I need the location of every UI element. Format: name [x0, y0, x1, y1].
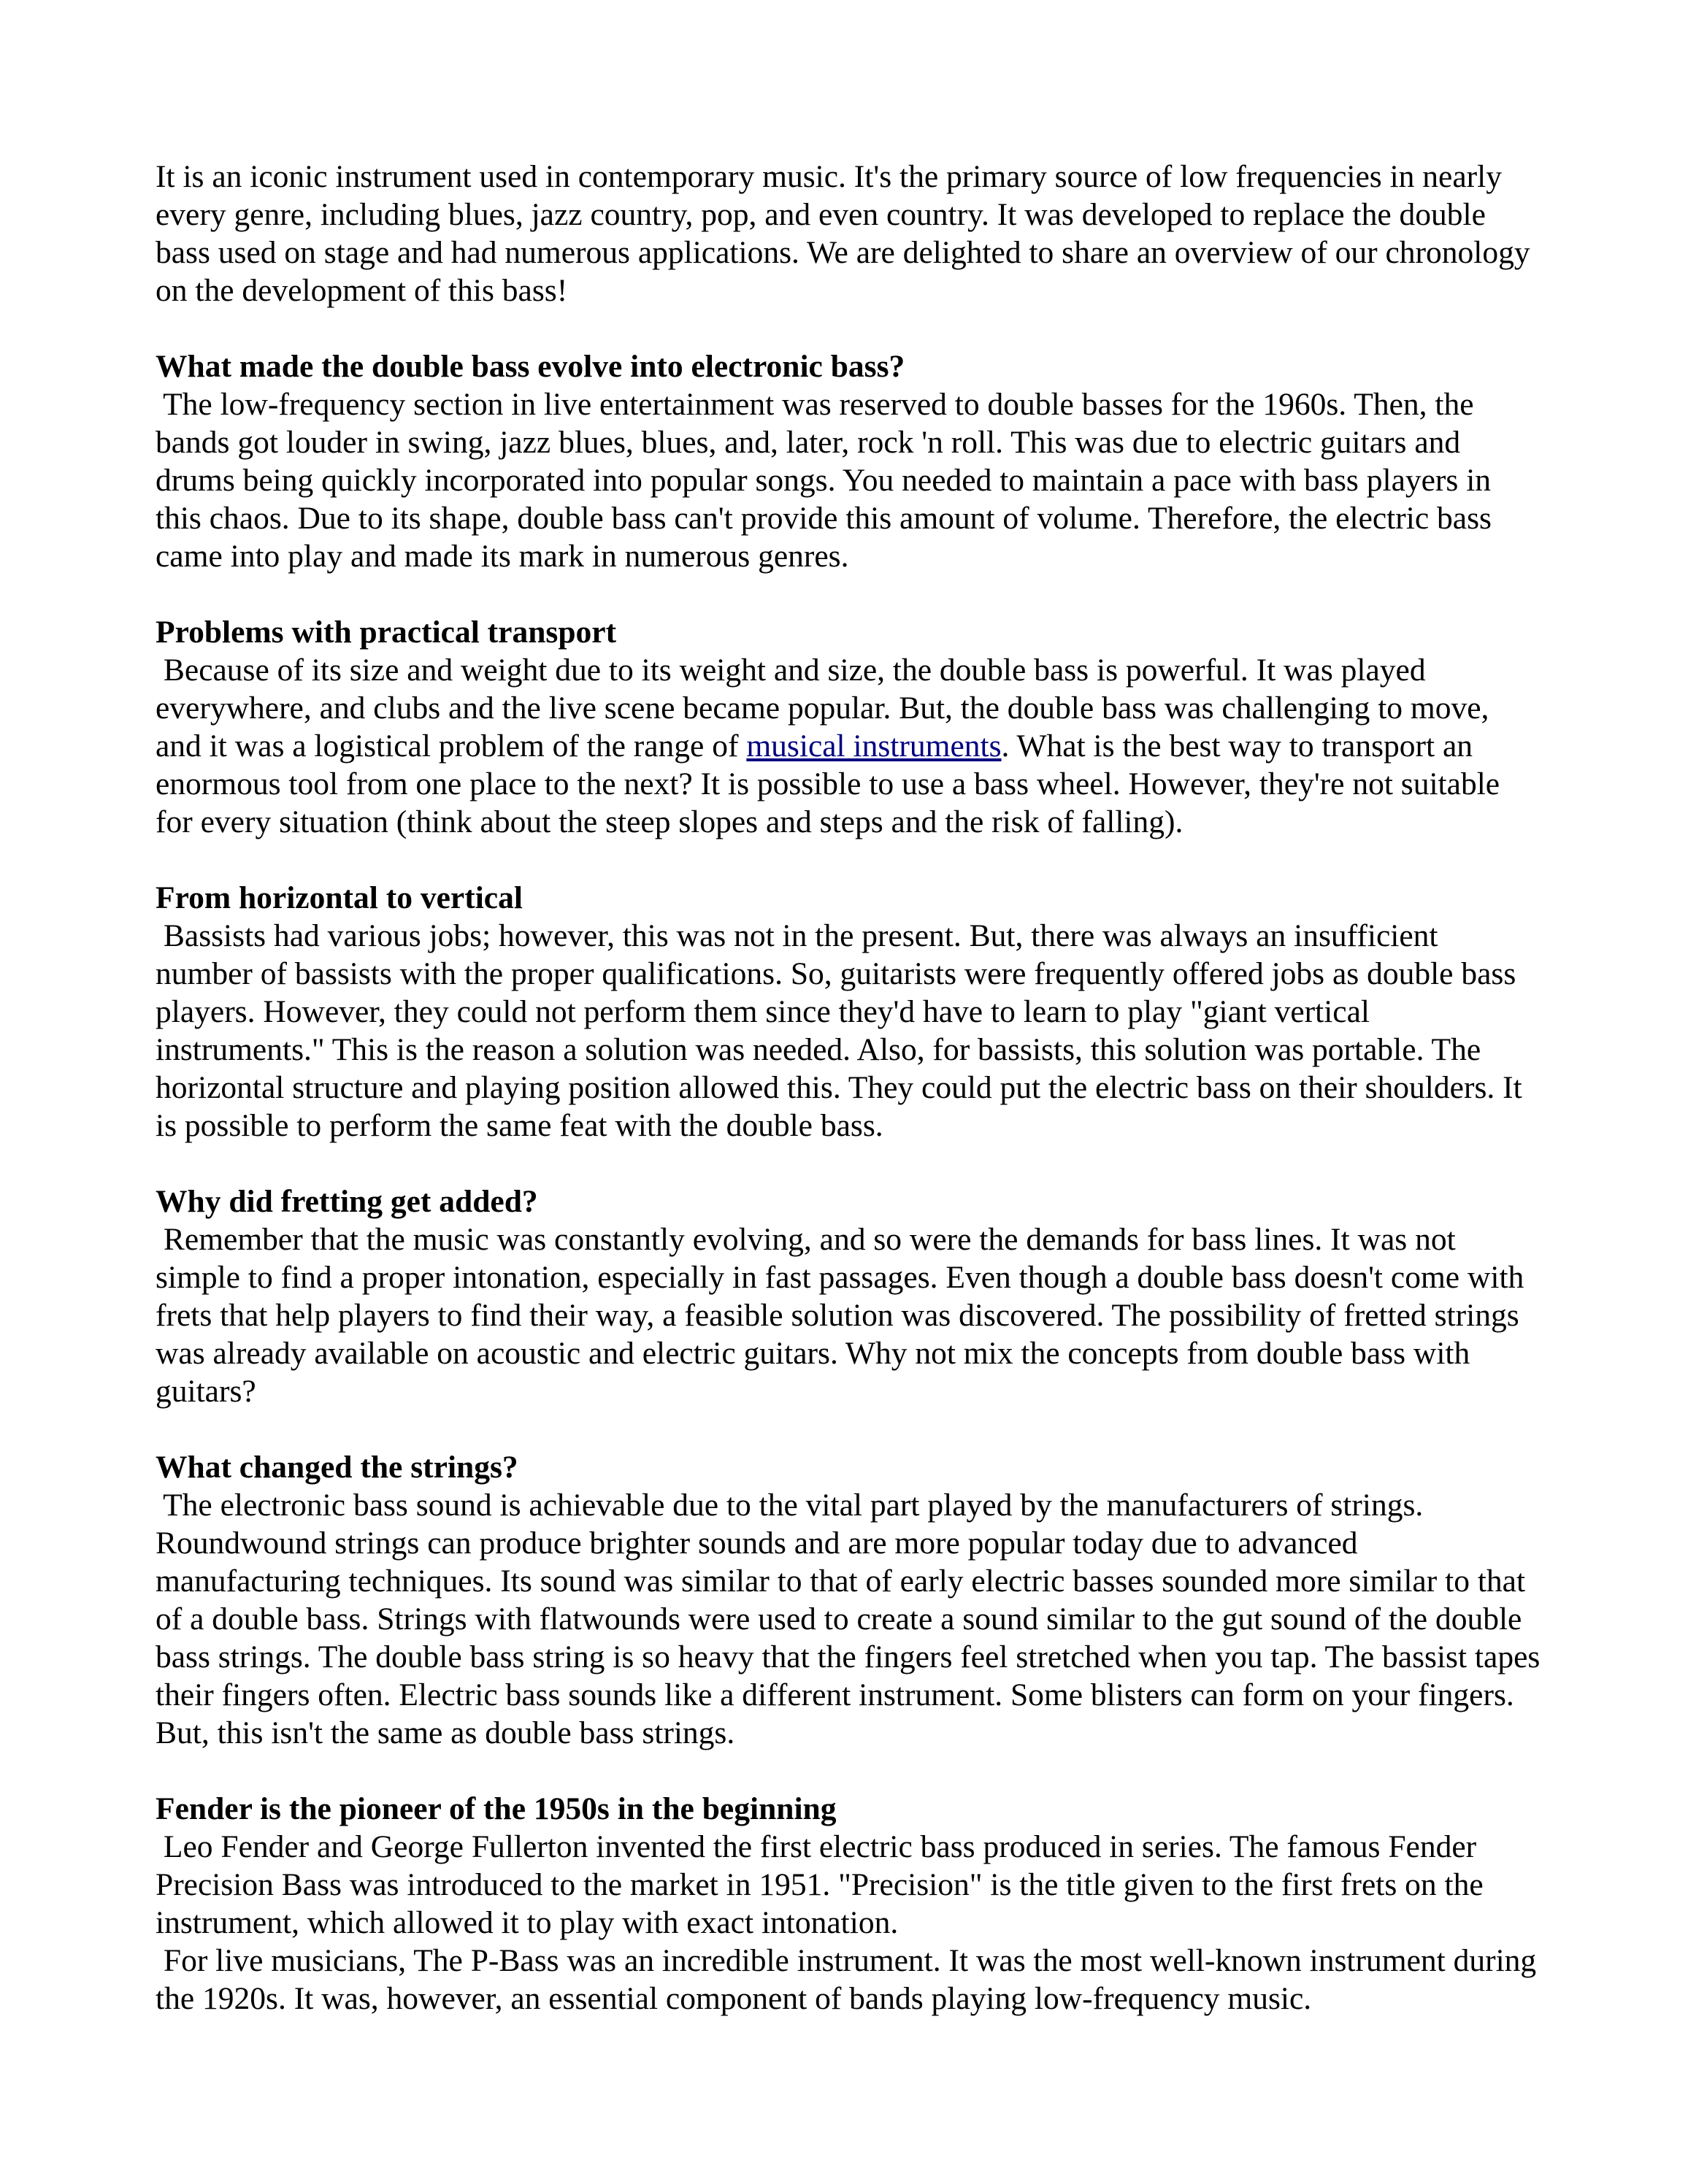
- section-body: Bassists had various jobs; however, this was not in the present. But, there was always an insufficient number of bassists with the proper qualifications. So, guitarists were frequently offered jobs as double bass players. However, they could not perform them since they'd have to learn to play "giant vertical instruments." This is the reason a solution was needed. Also, for bassists, this solution was portable. The horizontal structure and playing position allowed this. They could put the electric bass on their shoulders. It is possible to perform the same feat with the double bass.: [156, 918, 1522, 1143]
- section-fender: [156, 1790, 1543, 2018]
- section-heading: What changed the strings?: [156, 1450, 518, 1485]
- section-body: The electronic bass sound is achievable due to the vital part played by the manufacturers of strings. Roundwound strings can produce brighter sounds and are more popular today due to advanced manufacturing techniques. Its sound was similar to that of early electric basses sounded more similar to that of a double bass. Strings with flatwounds were used to create a sound similar to the gut sound of the double bass strings. The double bass string is so heavy that the fingers feel stretched when you tap. The bassist tapes their fingers often. Electric bass sounds like a different instrument. Some blisters can form on your fingers. But, this isn't the same as double bass strings.: [156, 1488, 1541, 1750]
- section-horizontal-vertical: [156, 879, 1543, 1145]
- section-practical-transport: [156, 613, 1543, 841]
- musical-instruments-link[interactable]: musical instruments: [746, 728, 1002, 764]
- section-heading: From horizontal to vertical: [156, 880, 523, 915]
- section-heading: Fender is the pioneer of the 1950s in the beginning: [156, 1791, 837, 1826]
- section-double-bass-evolve: [156, 347, 1543, 575]
- section-heading: Why did fretting get added?: [156, 1184, 538, 1219]
- section-body: Remember that the music was constantly evolving, and so were the demands for bass lines. It was not simple to find a proper intonation, especially in fast passages. Even though a double bass doesn't come with frets that help players to find their way, a feasible solution was discovered. The possibility of fretted strings was already available on acoustic and electric guitars. Why not mix the concepts from double bass with guitars?: [156, 1222, 1524, 1409]
- body-text: Because of its size and weight due to its weight and size, the double bass is powerful. It was played everywhere, and clubs and the live scene became popular. But, the double bass was challenging to move, and it was a logistical problem of the range of: [156, 653, 1489, 764]
- section-body: Leo Fender and George Fullerton invented the first electric bass produced in series. The famous Fender Precision Bass was introduced to the market in 1951. "Precision" is the title given to the first frets on the instrument, which allowed it to play with exact intonation.: [156, 1829, 1484, 1940]
- section-heading: What made the double bass evolve into electronic bass?: [156, 349, 905, 384]
- section-body: [156, 651, 1543, 841]
- body-text: . What is the best way to transport an enormous tool from one place to the next? It is possible to use a bass wheel. However, they're not suitable for every situation (think about the steep slopes and steps and the risk of falling).: [156, 728, 1500, 839]
- section-fretting: [156, 1183, 1543, 1410]
- section-body-2: For live musicians, The P-Bass was an incredible instrument. It was the most well-known instrument during the 1920s. It was, however, an essential component of bands playing low-frequency music.: [156, 1943, 1537, 2016]
- intro-paragraph: It is an iconic instrument used in contemporary music. It's the primary source of low frequencies in nearly every genre, including blues, jazz country, pop, and even country. It was developed to replace the double bass used on stage and had numerous applications. We are delighted to share an overview of our chronology on the development of this bass!: [156, 159, 1530, 308]
- section-heading: Problems with practical transport: [156, 615, 617, 650]
- document-page: [156, 158, 1543, 2056]
- section-body: The low-frequency section in live entertainment was reserved to double basses for the 1960s. Then, the bands got louder in swing, jazz blues, blues, and, later, rock 'n roll. This was due to electric guitars and drums being quickly incorporated into popular songs. You needed to maintain a pace with bass players in this chaos. Due to its shape, double bass can't provide this amount of volume. Therefore, the electric bass came into play and made its mark in numerous genres.: [156, 387, 1492, 574]
- section-strings: [156, 1448, 1543, 1752]
